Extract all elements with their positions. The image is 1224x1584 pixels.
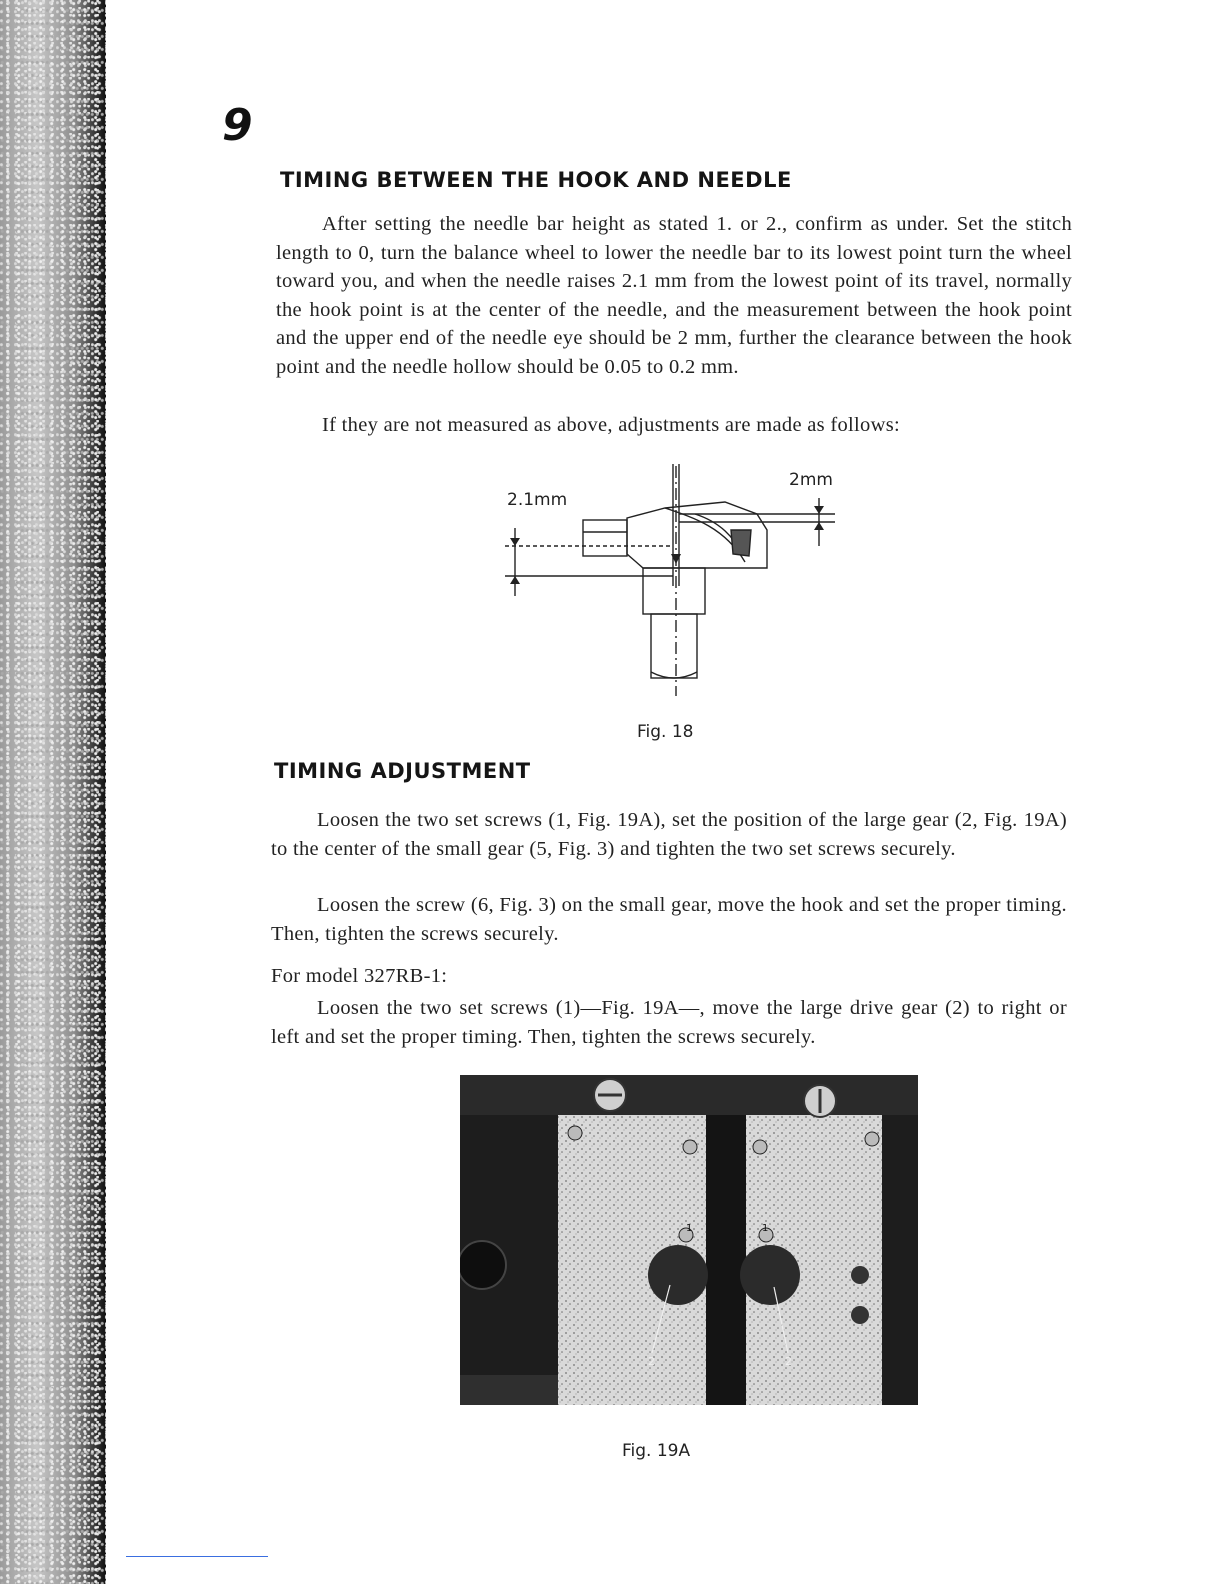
bottom-rule: [126, 1556, 268, 1557]
paragraph-set-screws: Loosen the two set screws (1, Fig. 19A), set the position of the large gear (2, Fig. 19A) to the center of the small gear (5, Fig. 3) and tighten the two set screws securely.: [271, 809, 1067, 860]
heading-timing-hook-needle: TIMING BETWEEN THE HOOK AND NEEDLE: [280, 168, 792, 192]
callout-label-1-left: 1: [686, 1223, 693, 1234]
binding-edge: [0, 0, 106, 1584]
figure-18-caption: Fig. 18: [637, 722, 694, 742]
figure-18-diagram: [495, 458, 875, 698]
heading-timing-adjustment: TIMING ADJUSTMENT: [274, 759, 531, 783]
figure-19a-photo: [460, 1075, 918, 1405]
paragraph-model-327rb1: Loosen the two set screws (1)—Fig. 19A—, move the large drive gear (2) to right or left and set the proper timing. Then, tighten the screws securely.: [271, 997, 1067, 1048]
page-number: 9: [222, 100, 253, 151]
figure-19a-caption: Fig. 19A: [622, 1441, 691, 1461]
paragraph-timing-procedure: After setting the needle bar height as stated 1. or 2., confirm as under. Set the stitch length to 0, turn the balance wheel to lower the needle bar to its lowest point turn the wheel toward you, and when the needle raises 2.1 mm from the lowest point of its travel, normally the hook point is at the center of the needle, and the measurement between the hook point and the upper end of the needle eye should be 2 mm, further the clearance between the hook point and the needle hollow should be 0.05 to 0.2 mm.: [276, 213, 1072, 378]
figure-18-label-2-1mm: 2.1mm: [507, 490, 568, 510]
callout-label-1-right: 1: [762, 1223, 769, 1234]
callout-label-2-left: 2: [648, 1355, 655, 1368]
paragraph-adjustment-intro: If they are not measured as above, adjustments are made as follows:: [322, 414, 900, 436]
callout-label-2-right: 2: [785, 1355, 792, 1368]
paragraph-small-gear: Loosen the screw (6, Fig. 3) on the small gear, move the hook and set the proper timing. Then, tighten the screws securely.: [271, 894, 1067, 945]
model-line: For model 327RB-1:: [271, 965, 448, 987]
figure-18-label-2mm: 2mm: [789, 470, 833, 490]
